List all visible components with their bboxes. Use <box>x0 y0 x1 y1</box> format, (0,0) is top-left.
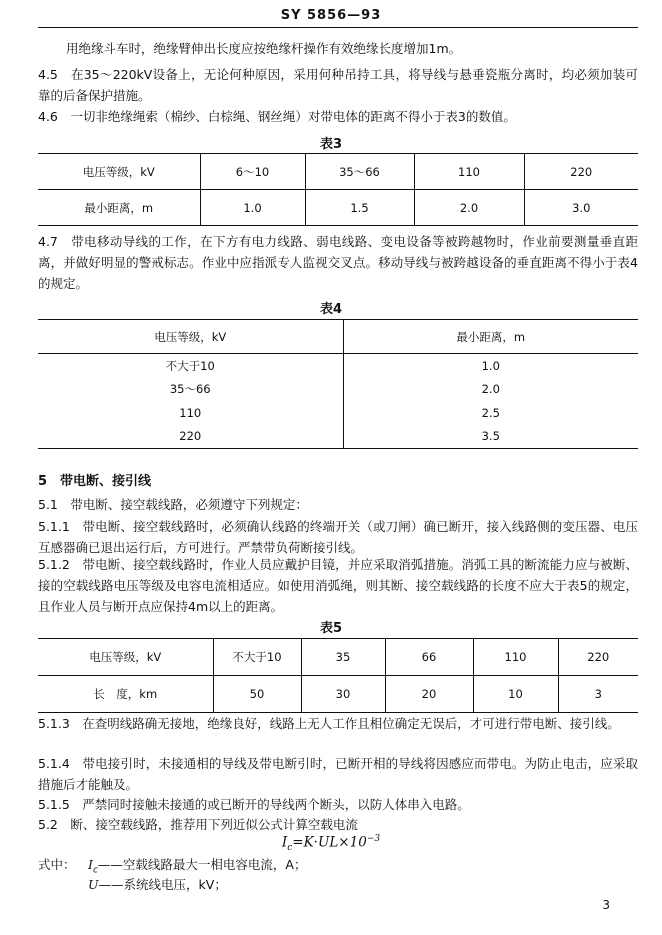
table-cell: 3.0 <box>524 190 638 226</box>
paragraph-5-1-2: 5.1.2 带电断、接空载线路时，作业人员应戴护目镜，并应采取消弧措施。消弧工具的断流能力应与被断、接的空载线路电压等级及电容电流相适应。如使用消弧绳，则其断、接空载线路的长度不应大于表5的规定，且作业人员与断开点应保持4m以上的距离。 <box>38 557 638 614</box>
table-cell: 电压等级，kV <box>82 164 155 179</box>
definition-symbol: I <box>88 857 93 872</box>
table-cell: 1.0 <box>200 190 305 226</box>
table-cell: 2.5 <box>343 401 638 425</box>
formula-rhs: =K·UL×10 <box>292 834 367 851</box>
table-cell: 110 <box>473 639 558 676</box>
table-row <box>38 401 638 425</box>
table-cell: 220 <box>524 154 638 190</box>
formula-exponent: −3 <box>366 834 381 844</box>
table-cell: 长 度，km <box>38 676 213 713</box>
table-4-caption: 表4 <box>319 302 343 317</box>
table-3 <box>38 153 638 226</box>
paragraph-5-1-1: 5.1.1 带电断、接空载线路时，必须确认线路的终端开关（或刀闸）确已断开，接入线路侧的变压器、电压互感器确已退出运行后，方可进行。严禁带负荷断接引线。 <box>38 519 638 555</box>
capacitive-current-formula <box>0 834 662 853</box>
table-cell: 6～10 <box>200 154 305 190</box>
paragraph-5-1-4: 5.1.4 带电接引时，未接通相的导线及带电断引时，已断开相的导线将因感应而带电。为防止电击，应采取措施后才能触及。 <box>38 756 638 792</box>
table-cell: 最小距离，m <box>38 190 200 226</box>
table-5 <box>38 638 638 713</box>
table-row <box>38 639 638 676</box>
table-cell: 电压等级，kV <box>89 650 162 664</box>
table-cell: 3.5 <box>343 425 638 449</box>
paragraph-continuation: 用绝缘斗车时，绝缘臂伸出长度应按绝缘杆操作有效绝缘长度增加1m。 <box>66 41 462 56</box>
table-row <box>38 676 638 713</box>
table-row <box>38 378 638 402</box>
table-cell: 2.0 <box>343 378 638 402</box>
definition-symbol: U <box>88 877 99 892</box>
table-row <box>38 425 638 449</box>
paragraph-4-6: 4.6 一切非绝缘绳索（棉纱、白棕绳、钢丝绳）对带电体的距离不得小于表3的数值。 <box>38 109 516 124</box>
definition-symbol-subscript: c <box>92 865 98 876</box>
formula-lhs: I <box>281 834 288 851</box>
table-cell: 110 <box>179 405 202 420</box>
column-header: 电压等级，kV <box>38 320 343 354</box>
table-cell: 不大于10 <box>213 639 301 676</box>
table-cell: 35～66 <box>169 382 211 397</box>
table-cell: 1.5 <box>305 190 414 226</box>
paragraph-4-7: 4.7 带电移动导线的工作，在下方有电力线路、弱电线路、变电设备等被跨越物时，作业前要测量垂直距离，并做好明显的警戒标志。作业中应指派专人监视交叉点。移动导线与被跨越设备的垂直距离不得小于表4的规定。 <box>38 234 638 291</box>
table-cell: 20 <box>385 676 473 713</box>
table-cell: 220 <box>558 639 638 676</box>
paragraph-5-1-3: 5.1.3 在查明线路确无接地，绝缘良好，线路上无人工作且相位确定无误后，才可进行带电断、接引线。 <box>38 716 620 731</box>
page-number: 3 <box>602 898 610 912</box>
table-cell: 2.0 <box>414 190 524 226</box>
paragraph-5-1-5: 5.1.5 严禁同时接触未接通的或已断开的导线两个断头，以防人体串入电路。 <box>38 797 470 812</box>
table-cell: 66 <box>385 639 473 676</box>
paragraph-5-2: 5.2 断、接空载线路，推荐用下列近似公式计算空载电流 <box>38 817 358 832</box>
table-3-caption: 表3 <box>319 137 343 152</box>
paragraph-4-5: 4.5 在35～220kV设备上，无论何种原因，采用何种吊持工具，将导线与悬垂瓷瓶分离时，均必须加装可靠的后备保护措施。 <box>38 67 638 103</box>
table-cell: 30 <box>301 676 385 713</box>
formula-lhs-subscript: c <box>287 843 293 854</box>
table-5-caption: 表5 <box>319 621 343 636</box>
paragraph-5-1: 5.1 带电断、接空载线路，必须遵守下列规定： <box>38 497 308 512</box>
table-cell: 50 <box>213 676 301 713</box>
section-5-heading: 5 带电断、接引线 <box>38 474 152 489</box>
table-row <box>38 154 638 190</box>
table-cell: 不大于10 <box>165 358 215 373</box>
definition-text: ——空载线路最大一相电容电流，A； <box>97 857 307 872</box>
definition-item-voltage <box>88 874 227 895</box>
table-cell: 3 <box>558 676 638 713</box>
definition-intro: 式中： <box>38 857 76 872</box>
table-cell: 10 <box>473 676 558 713</box>
table-cell: 35 <box>301 639 385 676</box>
standard-code-header: SY 5856—93 <box>280 8 382 23</box>
column-header: 最小距离，m <box>343 320 638 354</box>
table-cell: 1.0 <box>343 354 638 378</box>
table-cell: 220 <box>179 429 202 444</box>
table-header-row <box>38 320 638 354</box>
header-rule <box>38 27 638 28</box>
table-4 <box>38 319 638 449</box>
table-row <box>38 190 638 226</box>
table-row <box>38 354 638 378</box>
table-cell: 110 <box>414 154 524 190</box>
definition-text: ——系统线电压，kV； <box>98 877 227 892</box>
table-cell: 35～66 <box>305 154 414 190</box>
